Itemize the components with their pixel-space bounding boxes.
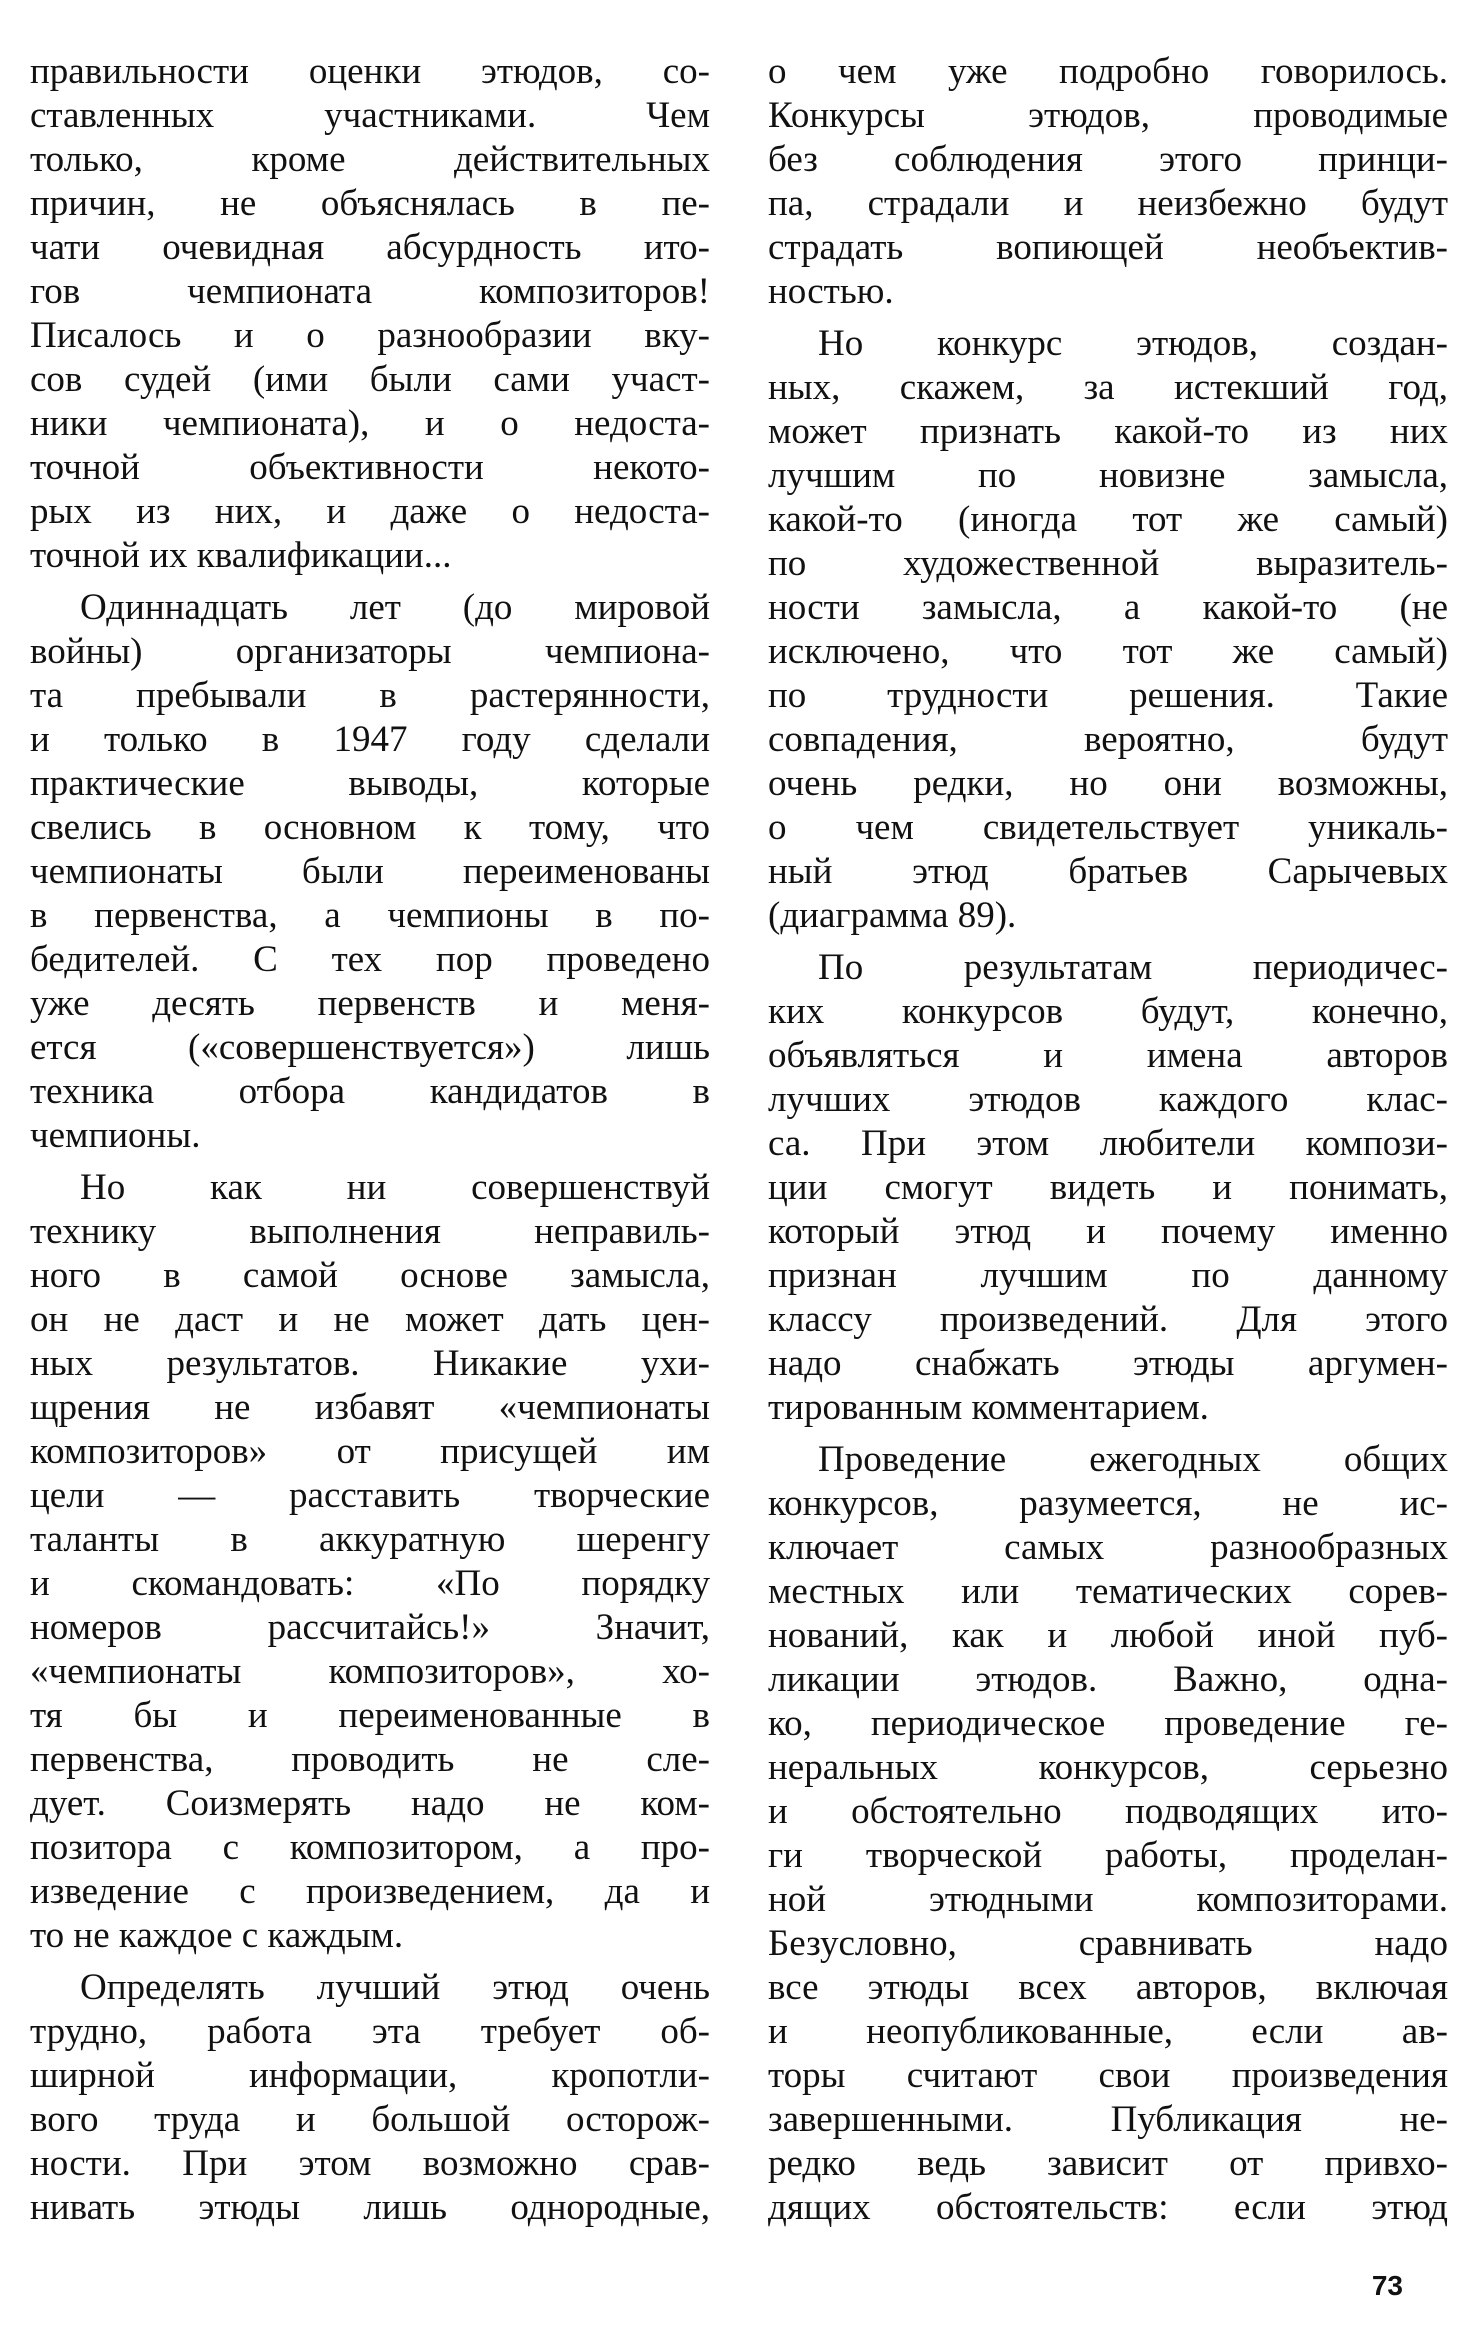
text-line: (диаграмма 89). — [768, 895, 1017, 936]
paragraph — [30, 1966, 710, 2230]
text-line: признан лучшим по данному — [768, 1255, 1448, 1296]
paragraph-gap — [30, 1958, 710, 1966]
text-line: практические выводы, которые — [30, 763, 710, 804]
text-line: лучшим по новизне замысла, — [768, 455, 1448, 496]
text-line: По результатам периодичес- — [818, 947, 1448, 988]
text-line: Определять лучший этюд очень — [80, 1967, 710, 2008]
text-line: номеров рассчитайсь!» Значит, — [30, 1607, 710, 1648]
text-line: ной этюдными композиторами. — [768, 1879, 1448, 1920]
text-line: ники чемпионата), и о недоста- — [30, 403, 710, 444]
right-column — [768, 50, 1448, 2230]
text-line: ется («совершенствуется») лишь — [30, 1027, 710, 1068]
text-line: местных или тематических сорев- — [768, 1571, 1448, 1612]
text-line: ги творческой работы, проделан- — [768, 1835, 1448, 1876]
paragraph-gap — [30, 578, 710, 586]
text-line: только, кроме действительных — [30, 139, 710, 180]
text-line: Проведение ежегодных общих — [818, 1439, 1448, 1480]
paragraph-gap — [768, 1430, 1448, 1438]
text-line: неральных конкурсов, серьезно — [768, 1747, 1448, 1788]
text-line: какой-то (иногда тот же самый) — [768, 499, 1448, 540]
text-line: бедителей. С тех пор проведено — [30, 939, 710, 980]
text-line: композиторов» от присущей им — [30, 1431, 710, 1472]
text-line: щрения не избавят «чемпионаты — [30, 1387, 710, 1428]
text-line: очень редки, но они возможны, — [768, 763, 1448, 804]
text-line: ко, периодическое проведение ге- — [768, 1703, 1448, 1744]
text-line: все этюды всех авторов, включая — [768, 1967, 1448, 2008]
page-number: 73 — [1371, 2270, 1403, 2301]
text-line: Но как ни совершенствуй — [80, 1167, 710, 1208]
text-line: по трудности решения. Такие — [768, 675, 1448, 716]
paragraph-gap — [768, 314, 1448, 322]
text-line: и неопубликованные, если ав- — [768, 2011, 1448, 2052]
text-line: конкурсов, разумеется, не ис- — [768, 1483, 1448, 1524]
text-line: ции смогут видеть и понимать, — [768, 1167, 1448, 1208]
paragraph — [768, 1438, 1448, 2230]
left-column — [30, 50, 710, 2230]
text-line: Конкурсы этюдов, проводимые — [768, 95, 1448, 136]
text-line: ный этюд братьев Сарычевых — [768, 851, 1448, 892]
text-line: уже десять первенств и меня- — [30, 983, 710, 1024]
text-line: ности замысла, а какой-то (не — [768, 587, 1448, 628]
text-line: па, страдали и неизбежно будут — [768, 183, 1448, 224]
text-line: тя бы и переименованные в — [30, 1695, 710, 1736]
text-line: трудно, работа эта требует об- — [30, 2011, 710, 2052]
text-line: сов судей (ими были сами участ- — [30, 359, 710, 400]
text-line: тированным комментарием. — [768, 1387, 1209, 1428]
paragraph-gap — [30, 1158, 710, 1166]
paragraph — [768, 50, 1448, 314]
text-line: нований, как и любой иной пуб- — [768, 1615, 1448, 1656]
text-line: совпадения, вероятно, будут — [768, 719, 1448, 760]
text-line: без соблюдения этого принци- — [768, 139, 1448, 180]
text-line: страдать вопиющей необъектив- — [768, 227, 1448, 268]
text-line: то не каждое с каждым. — [30, 1915, 404, 1956]
text-line: вого труда и большой осторож- — [30, 2099, 710, 2140]
text-line: он не даст и не может дать цен- — [30, 1299, 710, 1340]
text-line: дует. Соизмерять надо не ком- — [30, 1783, 710, 1824]
paragraph — [768, 946, 1448, 1430]
text-line: та пребывали в растерянности, — [30, 675, 710, 716]
paragraph-gap — [768, 938, 1448, 946]
text-line: завершенными. Публикация не- — [768, 2099, 1448, 2140]
text-line: техника отбора кандидатов в — [30, 1071, 710, 1112]
text-line: классу произведений. Для этого — [768, 1299, 1448, 1340]
text-line: и только в 1947 году сделали — [30, 719, 710, 760]
text-line: ного в самой основе замысла, — [30, 1255, 710, 1296]
text-line: точной объективности некото- — [30, 447, 710, 488]
text-line: ширной информации, кропотли- — [30, 2055, 710, 2096]
text-line: который этюд и почему именно — [768, 1211, 1448, 1252]
text-line: чемпионы. — [30, 1115, 201, 1156]
text-line: позитора с композитором, а про- — [30, 1827, 710, 1868]
text-line: причин, не объяснялась в пе- — [30, 183, 710, 224]
text-line: и скомандовать: «По порядку — [30, 1563, 710, 1604]
text-line: и обстоятельно подводящих ито- — [768, 1791, 1448, 1832]
text-line: в первенства, а чемпионы в по- — [30, 895, 710, 936]
text-line: лучших этюдов каждого клас- — [768, 1079, 1448, 1120]
text-line: Но конкурс этюдов, создан- — [818, 323, 1448, 364]
paragraph — [768, 322, 1448, 938]
text-line: таланты в аккуратную шеренгу — [30, 1519, 710, 1560]
text-line: правильности оценки этюдов, со- — [30, 51, 710, 92]
text-line: Безусловно, сравнивать надо — [768, 1923, 1448, 1964]
text-line: объявляться и имена авторов — [768, 1035, 1448, 1076]
text-line: изведение с произведением, да и — [30, 1871, 710, 1912]
text-line: чемпионаты были переименованы — [30, 851, 710, 892]
text-line: о чем уже подробно говорилось. — [768, 51, 1448, 92]
text-line: о чем свидетельствует уникаль- — [768, 807, 1448, 848]
text-line: ных, скажем, за истекший год, — [768, 367, 1448, 408]
text-line: чати очевидная абсурдность ито- — [30, 227, 710, 268]
text-line: рых из них, и даже о недоста- — [30, 491, 710, 532]
text-line: торы считают свои произведения — [768, 2055, 1448, 2096]
text-line: са. При этом любители компози- — [768, 1123, 1448, 1164]
text-line: редко ведь зависит от привхо- — [768, 2143, 1448, 2184]
text-line: первенства, проводить не сле- — [30, 1739, 710, 1780]
text-line: Одиннадцать лет (до мировой — [80, 587, 710, 628]
text-line: надо снабжать этюды аргумен- — [768, 1343, 1448, 1384]
paragraph — [30, 1166, 710, 1958]
text-line: по художественной выразитель- — [768, 543, 1448, 584]
text-line: может признать какой-то из них — [768, 411, 1448, 452]
text-line: цели — расставить творческие — [30, 1475, 710, 1516]
text-line: гов чемпионата композиторов! — [30, 271, 710, 312]
text-line: ности. При этом возможно срав- — [30, 2143, 710, 2184]
text-line: свелись в основном к тому, что — [30, 807, 710, 848]
text-line: дящих обстоятельств: если этюд — [768, 2187, 1448, 2228]
text-line: войны) организаторы чемпиона- — [30, 631, 710, 672]
text-line: ставленных участниками. Чем — [30, 95, 710, 136]
text-line: ных результатов. Никакие ухи- — [30, 1343, 710, 1384]
text-line: ких конкурсов будут, конечно, — [768, 991, 1448, 1032]
text-line: исключено, что тот же самый) — [768, 631, 1448, 672]
paragraph — [30, 586, 710, 1158]
text-line: ключает самых разнообразных — [768, 1527, 1448, 1568]
text-line: нивать этюды лишь однородные, — [30, 2187, 710, 2228]
text-line: точной их квалификации... — [30, 535, 452, 576]
text-line: технику выполнения неправиль- — [30, 1211, 710, 1252]
paragraph — [30, 50, 710, 578]
text-line: «чемпионаты композиторов», хо- — [30, 1651, 710, 1692]
text-line: ностью. — [768, 271, 894, 312]
text-line: ликации этюдов. Важно, одна- — [768, 1659, 1448, 1700]
text-line: Писалось и о разнообразии вку- — [30, 315, 710, 356]
